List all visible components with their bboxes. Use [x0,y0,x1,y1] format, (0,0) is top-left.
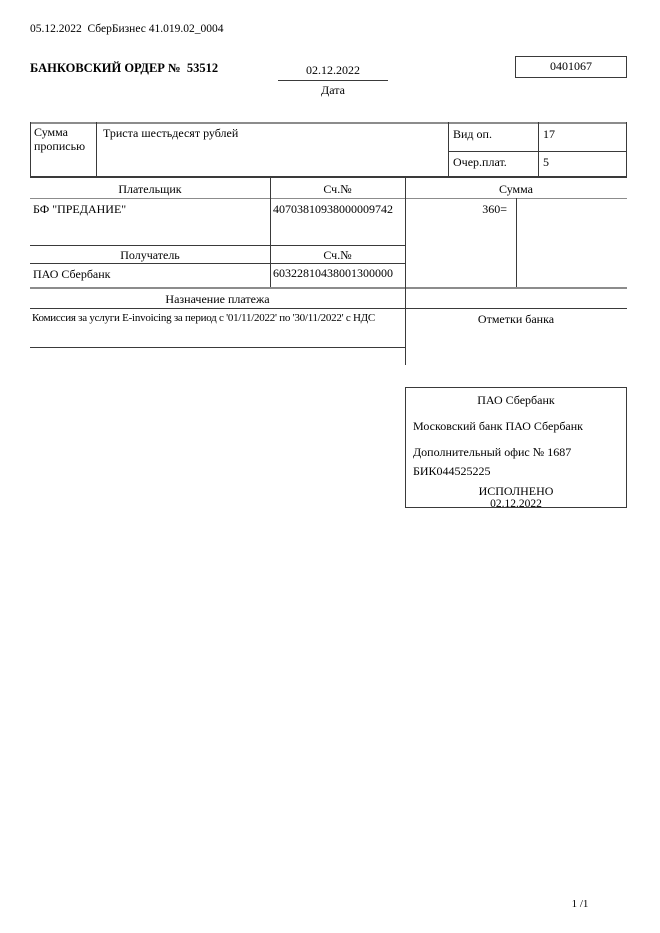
amount-words-value: Триста шестьдесят рублей [103,126,239,140]
payee-header-underline [30,263,405,264]
document-meta-line: 05.12.2022 СберБизнес 41.019.02_0004 [30,23,224,35]
payee-column-header: Получатель [120,248,180,262]
payer-account: 40703810938000009742 [273,202,393,216]
payment-sum: 360= [482,202,507,216]
op-value-divider [538,122,539,176]
payer-header-underline [30,198,627,199]
sum-subcol-divider [516,198,517,287]
payee-header-topline [30,245,405,246]
payment-priority-value: 5 [543,155,549,169]
purpose-header-underline [30,308,627,309]
amount-row-left-border [30,122,31,176]
payer-account-column-header: Сч.№ [323,182,352,196]
form-code-box [515,56,627,78]
bank-stamp-box [405,387,627,508]
stamp-bank-name: ПАО Сбербанк [477,393,555,407]
payer-name: БФ "ПРЕДАНИЕ" [33,202,127,216]
form-code: 0401067 [550,59,592,73]
op-col-divider [448,122,449,176]
stamp-status-date: 02.12.2022 [490,498,542,510]
amount-row-bottom-border [30,176,627,178]
purpose-bottom-border [30,347,406,348]
purpose-header: Назначение платежа [165,292,270,306]
sum-column-header: Сумма [499,182,533,196]
purpose-text: Комиссия за услуги E-invoicing за период с '01/11/2022' по '30/11/2022' с НДС [32,312,376,324]
operation-type-value: 17 [543,127,555,141]
document-title: БАНКОВСКИЙ ОРДЕР № 53512 [30,61,219,75]
page-number: 1 /1 [571,898,589,910]
amount-row-right-border [626,122,627,176]
payee-row-bottom-border [30,287,627,289]
amount-words-label: Сумма прописью [34,125,86,153]
payee-account: 60322810438001300000 [273,266,393,280]
amount-label-divider [96,122,97,176]
payment-priority-label: Очер.плат. [453,155,507,169]
stamp-office: Дополнительный офис № 1687 [413,445,572,459]
bank-marks-header: Отметки банка [477,312,555,326]
operation-type-label: Вид оп. [453,127,492,141]
date-block [278,63,388,98]
payer-column-header: Плательщик [118,182,182,196]
stamp-branch: Московский банк ПАО Сбербанк [413,419,584,433]
stamp-status: ИСПОЛНЕНО [478,484,554,498]
payee-name: ПАО Сбербанк [33,267,111,281]
date-label: Дата [321,83,345,97]
stamp-bik: БИК044525225 [413,464,491,478]
date-value: 02.12.2022 [278,63,388,81]
payee-account-column-header: Сч.№ [323,248,352,262]
